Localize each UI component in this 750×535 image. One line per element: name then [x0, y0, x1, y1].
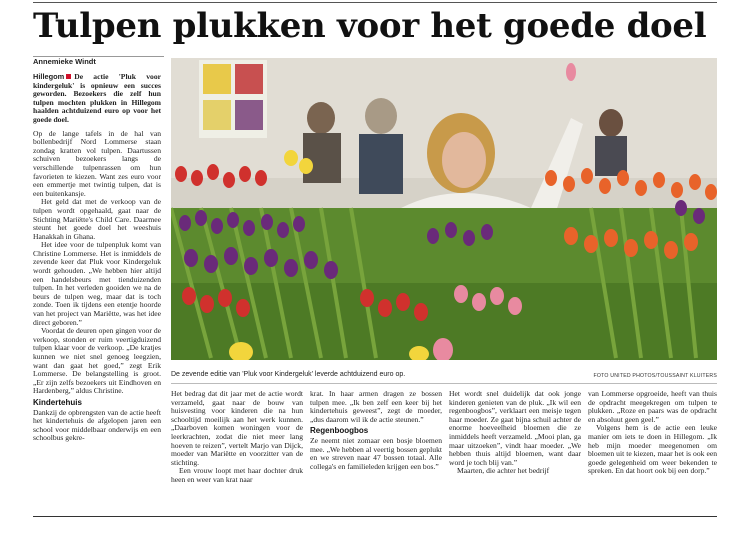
- subhead-kindertehuis: Kindertehuis: [33, 397, 82, 407]
- body-paragraph: Het idee voor de tulpenpluk komt van Christine Lommerse. Het is inmiddels de zevende keer dat Pluk voor Kindergeluk wordt gehouden. „We hebben hier altijd een handelsbeurs met tienduizenden tulpen. In het verleden gooiden we na de beurs de tulpen weg, maar dat is toch zonde. Toen ik tijdens een etentje hoorde van het project van Mariëtte, was het idee direct geboren.”: [33, 240, 161, 327]
- photo-tulips-illustration: [171, 58, 717, 360]
- photo-credit: FOTO UNITED PHOTOS/TOUSSAINT KLUITERS: [593, 373, 717, 379]
- article-column-2: [171, 390, 303, 485]
- body-paragraph: Dankzij de opbrengsten van de actie heeft het kindertehuis de afgelopen jaren een school voor middelbaar onderwijs en een schoolbus gekre-: [33, 407, 161, 443]
- news-photo: [171, 58, 717, 360]
- dateline: Hillegom: [33, 72, 65, 81]
- body-paragraph: van Lommerse opgroeide, heeft van thuis de opdracht meegekregen om tulpen te plukken. „Roze en paars was de opdracht en absoluut geen geel.”: [588, 389, 717, 424]
- top-rule: [33, 2, 717, 3]
- bottom-rule: [33, 516, 717, 517]
- photo-caption: De zevende editie van 'Pluk voor Kindergeluk' leverde achtduizend euro op.: [171, 371, 406, 378]
- article-column-3: [310, 390, 442, 471]
- body-paragraph: Op de lange tafels in de hal van bollenbedrijf Nord Lommerse staan zondag kratten vol tulpen. Daartussen schuiven bezoekers langs de verschillende tulpenrassen om hun favorieten te kiezen. Want zes euro voor een emmertje met twintig tulpen, dat is een buitenkansje.: [33, 128, 161, 198]
- subhead-regenboogbos: Regenboogbos: [310, 426, 369, 436]
- caption-rule: [171, 383, 717, 384]
- red-square-icon: [66, 74, 71, 79]
- body-paragraph: Maarten, die achter het bedrijf: [457, 466, 550, 476]
- body-paragraph: Voordat de deuren open gingen voor de verkoop, stonden er ruim veertigduizend tulpen klaar voor de verkoop. „De kratjes kunnen we niet snel genoeg leegzien, want dan gaat het goed,” zegt Erik Lommerse. De belangstelling is groot. „Er zijn zelfs bezoekers uit Eindhoven en Hardenberg,” aldus Christine.: [33, 326, 161, 396]
- body-paragraph: Volgens hem is de actie een leuke manier om iets te doen in Hillegom. „Ik heb mijn moeder meegenomen om bloemen uit te kiezen, maar het is ook een goede gelegenheid om weer bekenden te spreken. En dat hoort ook bij een dorp.”: [588, 423, 717, 476]
- body-paragraph: Het geld dat met de verkoop van de tulpen wordt opgehaald, gaat naar de Stichting Mariëtte's Child Care. Daarmee steunt het goede doel het weeshuis Hanakkah in Ghana.: [33, 197, 161, 241]
- body-paragraph: krat. In haar armen dragen ze bossen tulpen mee. „Ik ben zelf een keer bij het kindertehuis geweest”, zegt de moeder, „dus daarom wil ik de actie steunen.”: [310, 389, 442, 424]
- body-paragraph: Het wordt snel duidelijk dat ook jonge kinderen genieten van de pluk. „Ik wil een regenboogbos”, verklaart een meisje tegen haar moeder. Ze gaat bijna schuil achter de enorme hoeveelheid bloemen die ze inmiddels heeft verzameld. „Mooi plan, ga maar uitzoeken”, vindt haar moeder. „We hebben thuis altijd bloemen, want daar word je toch blij van.”: [449, 389, 581, 467]
- article-column-5: [588, 390, 717, 476]
- article-column-1: [33, 73, 161, 443]
- headline: Tulpen plukken voor het goede doel: [33, 6, 707, 46]
- lead-paragraph: [33, 73, 161, 125]
- body-paragraph: Het bedrag dat dit jaar met de actie wordt verzameld, gaat naar de bouw van huisvesting voor kinderen die na hun schooltijd moeilijk aan het werk kunnen. „Daarboven komen woningen voor de leerkrachten, zodat die niet meer lang hoeven te reizen”, vertelt Marjo van Dijck, moeder van Mariëtte en voorzitter van de stichting.: [171, 389, 303, 467]
- byline: Annemieke Windt: [33, 57, 96, 66]
- body-paragraph: Een vrouw loopt met haar dochter druk heen en weer van krat naar: [171, 466, 303, 484]
- lead-text: De actie 'Pluk voor kindergeluk' is opnieuw een succes geworden. Bezoekers die zelf hun tulpen mochten plukken in Hillegom haalden achtduizend euro op voor het goede doel.: [33, 72, 161, 124]
- article-column-4: [449, 390, 581, 476]
- body-paragraph: Ze neemt niet zomaar een bosje bloemen mee. „We hebben al veertig bossen geplukt en we streven naar 47 bossen totaal. Alle collega's en familieleden krijgen een bos.”: [310, 435, 442, 471]
